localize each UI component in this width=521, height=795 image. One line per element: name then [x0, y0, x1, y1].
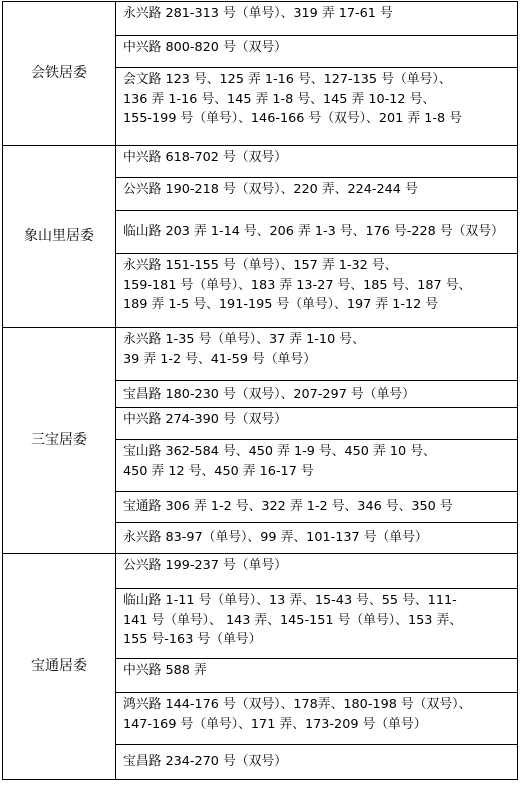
address-line: 147-169 号（单号）、171 弄、173-209 号（单号）	[123, 716, 427, 732]
address-line: 鸿兴路 144-176 号（双号）、178弄、180-198 号（双号）、	[123, 697, 472, 712]
table-row	[3, 328, 518, 381]
address-line: 永兴路 281-313 号（单号）、319 弄 17-61 号	[123, 6, 393, 21]
committee-name: 三宝居委	[3, 328, 116, 554]
address-cell	[116, 659, 518, 693]
address-cell	[116, 68, 518, 146]
address-line: 中兴路 800-820 号（双号）	[123, 40, 287, 55]
committee-name: 宝通居委	[3, 554, 116, 780]
address-line: 永兴路 83-97（单号）、99 弄、101-137 号（单号）	[123, 530, 428, 546]
address-line: 155 号-163 号（单号）	[123, 632, 262, 647]
address-line: 会文路 123 号、125 弄 1-16 号、127-135 号（单号）、	[123, 72, 452, 87]
address-cell	[116, 254, 518, 328]
address-cell	[116, 381, 518, 408]
address-line: 141 号（单号）、 143 弄、145-151 号（单号）、153 弄、	[123, 612, 463, 628]
address-line: 公兴路 190-218 号（双号）、220 弄、224-244 号	[123, 182, 418, 197]
address-cell	[116, 328, 518, 381]
address-line: 450 弄 12 号、450 弄 16-17 号	[123, 463, 314, 479]
address-line: 临山路 203 弄 1-14 号、206 弄 1-3 号、176 号-228 号（双号）	[123, 224, 504, 240]
address-line: 宝昌路 234-270 号（双号）	[123, 754, 287, 770]
address-cell	[116, 2, 518, 36]
table-row	[3, 2, 518, 36]
address-cell	[116, 589, 518, 659]
address-cell	[116, 36, 518, 68]
jurisdiction-table	[2, 1, 518, 780]
committee-name: 会铁居委	[3, 2, 116, 146]
address-line: 临山路 1-11 号（单号）、13 弄、15-43 号、55 号、111-	[123, 593, 457, 608]
address-cell	[116, 178, 518, 211]
address-line: 公兴路 199-237 号（单号）	[123, 558, 287, 573]
table-row	[3, 554, 518, 589]
address-line: 永兴路 1-35 号（单号）、37 弄 1-10 号、	[123, 332, 365, 347]
address-line: 39 弄 1-2 号、41-59 号（单号）	[123, 351, 317, 367]
jurisdiction-table-body	[3, 2, 518, 780]
address-cell	[116, 440, 518, 492]
address-line: 中兴路 274-390 号（双号）	[123, 412, 287, 427]
committee-name: 象山里居委	[3, 146, 116, 328]
address-cell	[116, 745, 518, 780]
address-line: 189 弄 1-5 号、191-195 号（单号）、197 弄 1-12 号	[123, 297, 439, 312]
address-line: 136 弄 1-16 号、145 弄 1-8 号、145 弄 10-12 号、	[123, 91, 436, 107]
address-cell	[116, 693, 518, 745]
address-cell	[116, 523, 518, 554]
address-cell	[116, 146, 518, 178]
address-cell	[116, 492, 518, 523]
address-line: 159-181 号（单号）、183 弄 13-27 号、185 号、187 号、	[123, 277, 472, 293]
address-line: 宝昌路 180-230 号（双号）、207-297 号（单号）	[123, 387, 415, 402]
address-line: 宝山路 362-584 号、450 弄 1-9 号、450 弄 10 号、	[123, 444, 436, 459]
table-row	[3, 146, 518, 178]
address-cell	[116, 408, 518, 440]
address-cell	[116, 554, 518, 589]
address-line: 155-199 号（单号）、146-166 号（双号）、201 弄 1-8 号	[123, 111, 462, 126]
address-line: 中兴路 618-702 号（双号）	[123, 150, 287, 165]
address-cell	[116, 211, 518, 254]
address-line: 宝通路 306 弄 1-2 号、322 弄 1-2 号、346 号、350 号	[123, 499, 453, 515]
address-line: 永兴路 151-155 号（单号）、157 弄 1-32 号、	[123, 258, 398, 273]
address-line: 中兴路 588 弄	[123, 663, 207, 678]
